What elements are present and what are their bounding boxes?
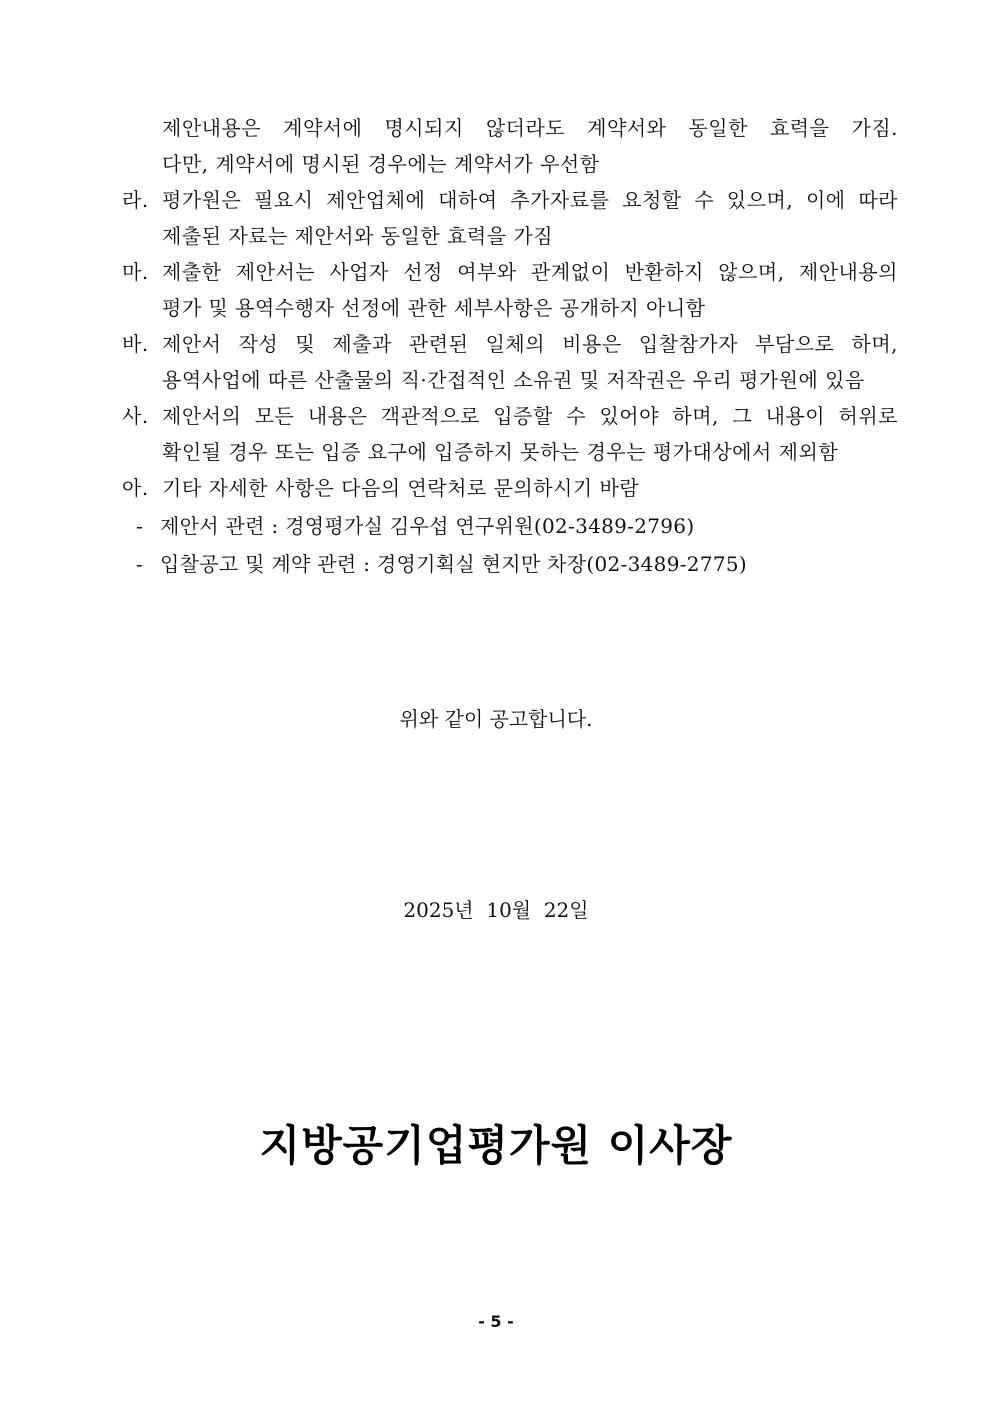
closing-statement: 위와 같이 공고합니다. — [399, 707, 593, 731]
list-marker: 사. — [122, 404, 149, 428]
paragraph-line: 제안서 작성 및 제출과 관련된 일체의 비용은 입찰참가자 부담으로 하며, — [162, 332, 898, 356]
contact-proposal — [136, 508, 694, 544]
list-marker: 아. — [122, 476, 149, 500]
list-marker: 바. — [122, 332, 149, 356]
paragraph-line: 다만, 계약서에 명시된 경우에는 계약서가 우선함 — [162, 152, 600, 176]
paragraph-line: 용역사업에 따른 산출물의 직·간접적인 소유권 및 저작권은 우리 평가원에 있음 — [162, 368, 865, 392]
list-item-sa — [122, 398, 898, 470]
paragraph-line: 제출된 자료는 제안서와 동일한 효력을 가짐 — [162, 224, 554, 248]
list-item-ba — [122, 326, 898, 398]
list-item-ra — [122, 182, 898, 254]
paragraph-line: 제안내용은 계약서에 명시되지 않더라도 계약서와 동일한 효력을 가짐. — [162, 116, 898, 140]
paragraph-line: 평가 및 용역수행자 선정에 관한 세부사항은 공개하지 아니함 — [162, 296, 706, 320]
page-number: - 5 - — [478, 1312, 514, 1331]
paragraph-line: 제출한 제안서는 사업자 선정 여부와 관계없이 반환하지 않으며, 제안내용의 — [162, 260, 898, 284]
contact-text: 입찰공고 및 계약 관련 : 경영기획실 현지만 차장(02-3489-2775) — [160, 552, 747, 576]
contact-dash: - — [136, 552, 144, 576]
list-item-ma — [122, 254, 898, 326]
signatory-title: 지방공기업평가원 이사장 — [259, 1121, 733, 1170]
list-marker: 마. — [122, 260, 149, 284]
paragraph-line: 확인될 경우 또는 입증 요구에 입증하지 못하는 경우는 평가대상에서 제외함 — [162, 440, 839, 464]
contact-text: 제안서 관련 : 경영평가실 김우섭 연구위원(02-3489-2796) — [160, 514, 695, 538]
list-marker: 라. — [122, 188, 149, 212]
contact-dash: - — [136, 514, 144, 538]
paragraph-line: 제안서의 모든 내용은 객관적으로 입증할 수 있어야 하며, 그 내용이 허위로 — [162, 404, 898, 428]
announcement-date: 2025년 10월 22일 — [403, 898, 589, 922]
list-item-a — [122, 470, 898, 506]
paragraph-line: 평가원은 필요시 제안업체에 대하여 추가자료를 요청할 수 있으며, 이에 따라 — [162, 188, 898, 212]
contact-contract — [136, 546, 747, 582]
paragraph-line: 기타 자세한 사항은 다음의 연락처로 문의하시기 바람 — [162, 476, 640, 500]
continuation-paragraph — [122, 110, 898, 182]
